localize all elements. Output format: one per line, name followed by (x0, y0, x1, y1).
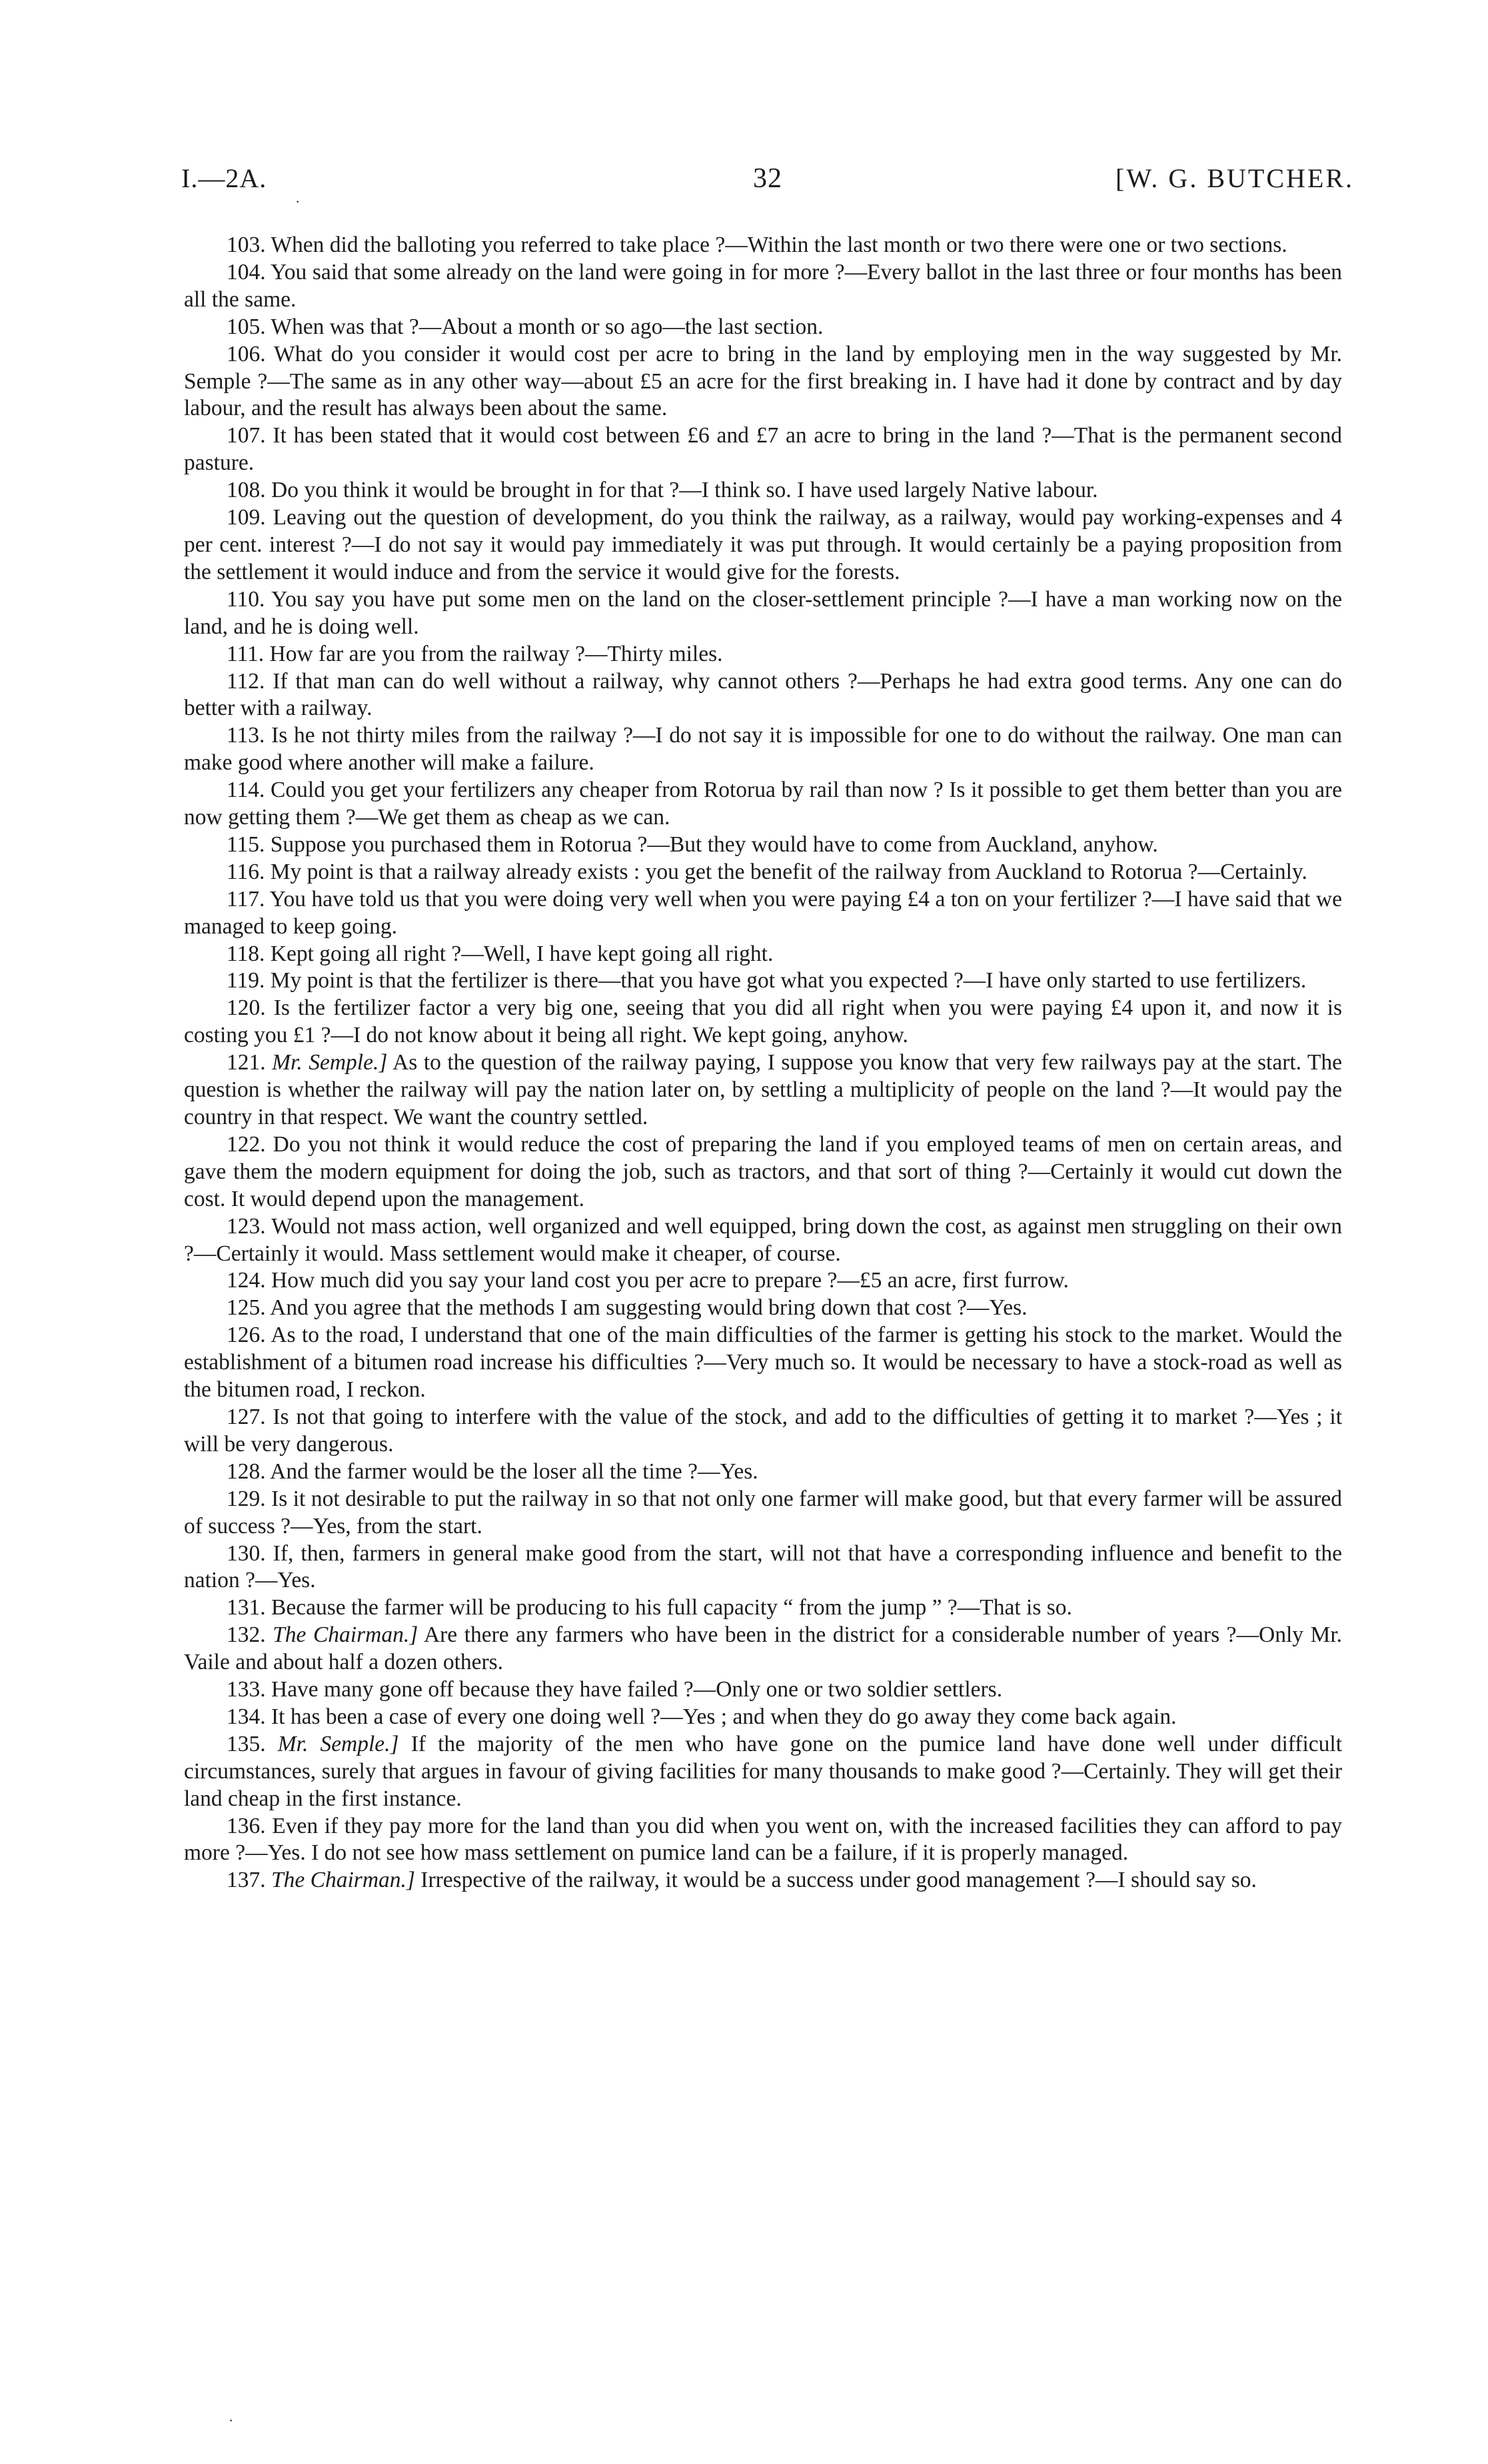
speaker-name: Mr. Semple.] (277, 1731, 399, 1756)
question-paragraph: 110. You say you have put some men on the land on the closer-settlement principle ?—I have a man working now on the land, and he is doing well. (184, 586, 1342, 639)
question-paragraph: 136. Even if they pay more for the land than you did when you went on, with the increased facilities they can afford to pay more ?—Yes. I do not see how mass settlement on pumice land can be a failure, if it is properly managed. (184, 1813, 1342, 1866)
question-paragraph: 119. My point is that the fertilizer is there—that you have got what you expected ?—I have only started to use fertilizers. (227, 968, 1307, 993)
question-paragraph: 131. Because the farmer will be producing to his full capacity “ from the jump ” ?—That is so. (227, 1595, 1072, 1620)
question-paragraph: 114. Could you get your fertilizers any cheaper from Rotorua by rail than now ? Is it possible to get them better than you are now getting them ?—We get them as cheap as we can. (184, 778, 1342, 830)
page-number: 32 (753, 163, 782, 194)
speaker-name: Mr. Semple.] (272, 1050, 388, 1075)
question-paragraph: 129. Is it not desirable to put the railway in so that not only one farmer will make good, but that every farmer will be assured of success ?—Yes, from the start. (184, 1486, 1342, 1539)
question-paragraph: 120. Is the fertilizer factor a very big one, seeing that you did all right when you were paying £4 upon it, and now it is costing you £1 ?—I do not know about it being all right. We kept going, anyhow. (184, 995, 1342, 1048)
question-paragraph: 113. Is he not thirty miles from the railway ?—I do not say it is impossible for one to do without the railway. One man can make good where another will make a failure. (184, 723, 1342, 776)
question-paragraph: 106. What do you consider it would cost per acre to bring in the land by employing men in the way suggested by Mr. Semple ?—The same as in any other way—about £5 an acre for the first breaking in. I have had it done by contract and by day labour, and the result has always been about the same. (184, 341, 1342, 421)
question-paragraph: 128. And the farmer would be the loser all the time ?—Yes. (227, 1459, 758, 1484)
question-paragraph: 135. Mr. Semple.] If the majority of the men who have gone on the pumice land have done well under difficult circumstances, surely that argues in favour of giving facilities for many thousands to make good ?—Certainly. They will get their land cheap in the first instance. (184, 1731, 1343, 1811)
testimony-body (184, 232, 1342, 1894)
question-paragraph: 130. If, then, farmers in general make good from the start, will not that have a corresponding influence and benefit to the nation ?—Yes. (184, 1540, 1342, 1593)
question-paragraph: 105. When was that ?—About a month or so ago—the last section. (227, 314, 824, 339)
paper-reference: I.—2A. (181, 163, 267, 193)
question-paragraph: 117. You have told us that you were doing very well when you were paying £4 a ton on your fertilizer ?—I have said that we managed to keep going. (184, 886, 1342, 939)
question-paragraph: 111. How far are you from the railway ?—Thirty miles. (227, 641, 723, 666)
print-speck: · (229, 2412, 234, 2429)
question-paragraph: 133. Have many gone off because they have failed ?—Only one or two soldier settlers. (227, 1677, 1003, 1702)
question-paragraph: 118. Kept going all right ?—Well, I have kept going all right. (227, 941, 774, 966)
print-speck: · (295, 193, 301, 210)
page-header (181, 163, 1354, 203)
question-paragraph: 115. Suppose you purchased them in Rotorua ?—But they would have to come from Auckland, anyhow. (227, 832, 1158, 857)
question-paragraph: 123. Would not mass action, well organized and well equipped, bring down the cost, as against men struggling on their own ?—Certainly it would. Mass settlement would make it cheaper, of course. (184, 1213, 1342, 1266)
question-paragraph: 108. Do you think it would be brought in for that ?—I think so. I have used largely Native labour. (227, 478, 1098, 503)
question-paragraph: 137. The Chairman.] Irrespective of the railway, it would be a success under good management ?—I should say so. (227, 1868, 1257, 1893)
question-paragraph: 134. It has been a case of every one doing well ?—Yes ; and when they do go away they come back again. (227, 1704, 1177, 1729)
speaker-name: The Chairman.] (271, 1868, 415, 1893)
speaker-name: The Chairman.] (273, 1622, 418, 1648)
question-paragraph: 126. As to the road, I understand that one of the main difficulties of the farmer is getting his stock to the market. Would the establishment of a bitumen road increase his difficulties ?—Very much so. It would be necessary to have a stock-road as well as the bitumen road, I reckon. (184, 1323, 1342, 1403)
question-paragraph: 112. If that man can do well without a railway, why cannot others ?—Perhaps he had extra good terms. Any one can do better with a railway. (184, 668, 1342, 721)
question-paragraph: 109. Leaving out the question of development, do you think the railway, as a railway, would pay working-expenses and 4 per cent. interest ?—I do not say it would pay immediately it was put through. It would certainly be a paying proposition from the settlement it would induce and from the service it would give for the forests. (184, 505, 1342, 584)
question-paragraph: 127. Is not that going to interfere with the value of the stock, and add to the difficulties of getting it to market ?—Yes ; it will be very dangerous. (184, 1404, 1342, 1457)
question-paragraph: 107. It has been stated that it would cost between £6 and £7 an acre to bring in the land ?—That is the permanent second pasture. (184, 423, 1342, 476)
question-paragraph: 104. You said that some already on the land were going in for more ?—Every ballot in the last three or four months has been all the same. (184, 259, 1342, 312)
question-paragraph: 125. And you agree that the methods I am suggesting would bring down that cost ?—Yes. (227, 1295, 1028, 1321)
question-paragraph: 132. The Chairman.] Are there any farmers who have been in the district for a considerable number of years ?—Only Mr. Vaile and about half a dozen others. (184, 1622, 1343, 1675)
question-paragraph: 122. Do you not think it would reduce the cost of preparing the land if you employed teams of men on certain areas, and gave them the modern equipment for doing the job, such as tractors, and that sort of thing ?—Certainly it would cut down the cost. It would depend upon the management. (184, 1131, 1342, 1211)
question-paragraph: 103. When did the balloting you referred to take place ?—Within the last month or two there were one or two sections. (227, 233, 1287, 257)
question-paragraph: 116. My point is that a railway already exists : you get the benefit of the railway from Auckland to Rotorua ?—Certainly. (227, 859, 1307, 884)
witness-name: [W. G. BUTCHER. (1116, 163, 1354, 193)
question-paragraph: 121. Mr. Semple.] As to the question of the railway paying, I suppose you know that very few railways pay at the start. The question is whether the railway will pay the nation later on, by settling a multiplicity of people on the land ?—It would pay the country in that respect. We want the country settled. (184, 1050, 1343, 1129)
question-paragraph: 124. How much did you say your land cost you per acre to prepare ?—£5 an acre, first furrow. (227, 1268, 1069, 1293)
